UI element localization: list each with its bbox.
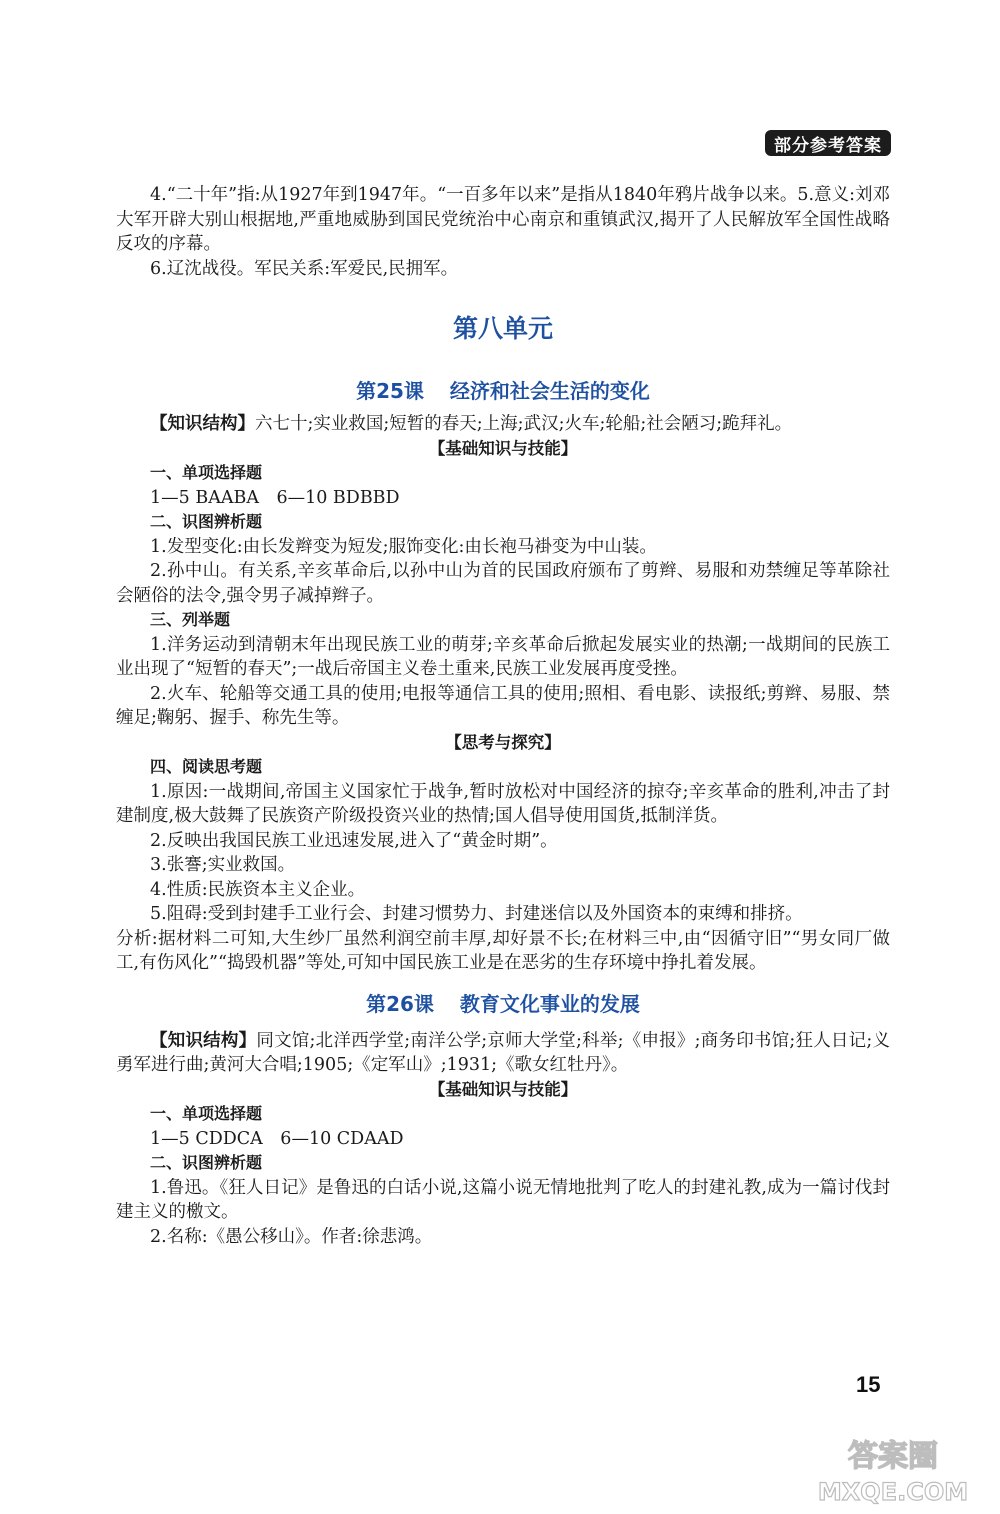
answer-paragraph: 6.辽沈战役。军民关系:军爱民,民拥军。	[150, 258, 459, 279]
lesson-number: 第25课	[356, 379, 424, 403]
page-number: 15	[856, 1372, 881, 1397]
question-heading: 四、阅读思考题	[150, 757, 263, 776]
lesson-name: 经济和社会生活的变化	[449, 379, 650, 403]
answer-paragraph: 3.张謇;实业救国。	[150, 855, 296, 875]
answer-paragraph: 2.孙中山。有关系,辛亥革命后,以孙中山为首的民国政府颁布了剪辫、易服和劝禁缠足等革除社会陋俗的法令,强令男子减掉辫子。	[116, 561, 890, 606]
knowledge-structure-text: 同文馆;北洋西学堂;南洋公学;京师大学堂;科举;《申报》;商务印书馆;狂人日记;义勇军进行曲;黄河大合唱;1905;《定军山》;1931;《歌女红牡丹》。	[116, 1030, 891, 1075]
answer-key: 1—5 CDDCA 6—10 CDAAD	[150, 1128, 404, 1149]
site-watermark-logo	[818, 1432, 968, 1508]
answer-paragraph: 1.发型变化:由长发辫变为短发;服饰变化:由长袍马褂变为中山装。	[150, 536, 657, 557]
answer-key: 1—5 BAABA 6—10 BDBBD	[150, 487, 400, 508]
answer-paragraph: 2.名称:《愚公移山》。作者:徐悲鸿。	[150, 1226, 433, 1247]
svg-text:答案圈: 答案圈	[848, 1439, 938, 1474]
question-heading: 三、列举题	[150, 610, 231, 629]
section-heading: 【思考与探究】	[445, 732, 561, 752]
section-heading: 【基础知识与技能】	[428, 438, 578, 458]
question-heading: 二、识图辨析题	[150, 512, 263, 531]
knowledge-structure-text: 六七十;实业救国;短暂的春天;上海;武汉;火车;轮船;社会陋习;跪拜礼。	[255, 414, 793, 434]
knowledge-structure	[116, 412, 890, 437]
answer-paragraph: 4.性质:民族资本主义企业。	[150, 879, 366, 900]
lesson-title	[116, 375, 890, 404]
lesson-name: 教育文化事业的发展	[459, 991, 640, 1016]
question-heading: 一、单项选择题	[150, 1104, 263, 1123]
answer-paragraph: 分析:据材料二可知,大生纱厂虽然利润空前丰厚,却好景不长;在材料三中,由“因循守旧”“男女同厂做工,有伤风化”“捣毁机器”等处,可知中国民族工业是在恶劣的生存环境中挣扎着发展。	[116, 928, 890, 973]
unit-title: 第八单元	[452, 314, 553, 343]
svg-text:MXQE.COM: MXQE.COM	[818, 1478, 968, 1506]
answer-paragraph: 5.阻碍:受到封建手工业行会、封建习惯势力、封建迷信以及外国资本的束缚和排挤。	[150, 904, 803, 924]
lesson-number: 第26课	[366, 991, 434, 1016]
answer-paragraph: 2.反映出我国民族工业迅速发展,进入了“黄金时期”。	[150, 830, 558, 851]
question-heading: 一、单项选择题	[150, 463, 263, 482]
question-heading: 二、识图辨析题	[150, 1153, 263, 1172]
knowledge-structure-label: 【知识结构】	[150, 1030, 257, 1051]
answer-paragraph: 1.洋务运动到清朝末年出现民族工业的萌芽;辛亥革命后掀起发展实业的热潮;一战期间的民族工业出现了“短暂的春天”;一战后帝国主义卷土重来,民族工业发展再度受挫。	[116, 634, 890, 679]
knowledge-structure	[116, 1029, 890, 1078]
answer-paragraph: 1.原因:一战期间,帝国主义国家忙于战争,暂时放松对中国经济的掠夺;辛亥革命的胜利,冲击了封建制度,极大鼓舞了民族资产阶级投资兴业的热情;国人倡导使用国货,抵制洋货。	[116, 781, 890, 826]
answer-paragraph: 1.鲁迅。《狂人日记》是鲁迅的白话小说,这篇小说无情地批判了吃人的封建礼教,成为一篇讨伐封建主义的檄文。	[116, 1177, 890, 1222]
section-badge: 部分参考答案	[765, 130, 891, 156]
knowledge-structure-label: 【知识结构】	[150, 414, 255, 434]
lesson-title	[116, 988, 890, 1017]
page-content	[116, 183, 890, 1249]
answer-paragraph: 2.火车、轮船等交通工具的使用;电报等通信工具的使用;照相、看电影、读报纸;剪辫、易服、禁缠足;鞠躬、握手、称先生等。	[116, 683, 890, 728]
answer-paragraph: 4.“二十年”指:从1927年到1947年。“一百多年以来”是指从1840年鸦片战争以来。5.意义:刘邓大军开辟大别山根据地,严重地威胁到国民党统治中心南京和重镇武汉,揭开了人民解放军全国性战略反攻的序幕。	[116, 185, 890, 254]
section-heading: 【基础知识与技能】	[428, 1079, 578, 1099]
